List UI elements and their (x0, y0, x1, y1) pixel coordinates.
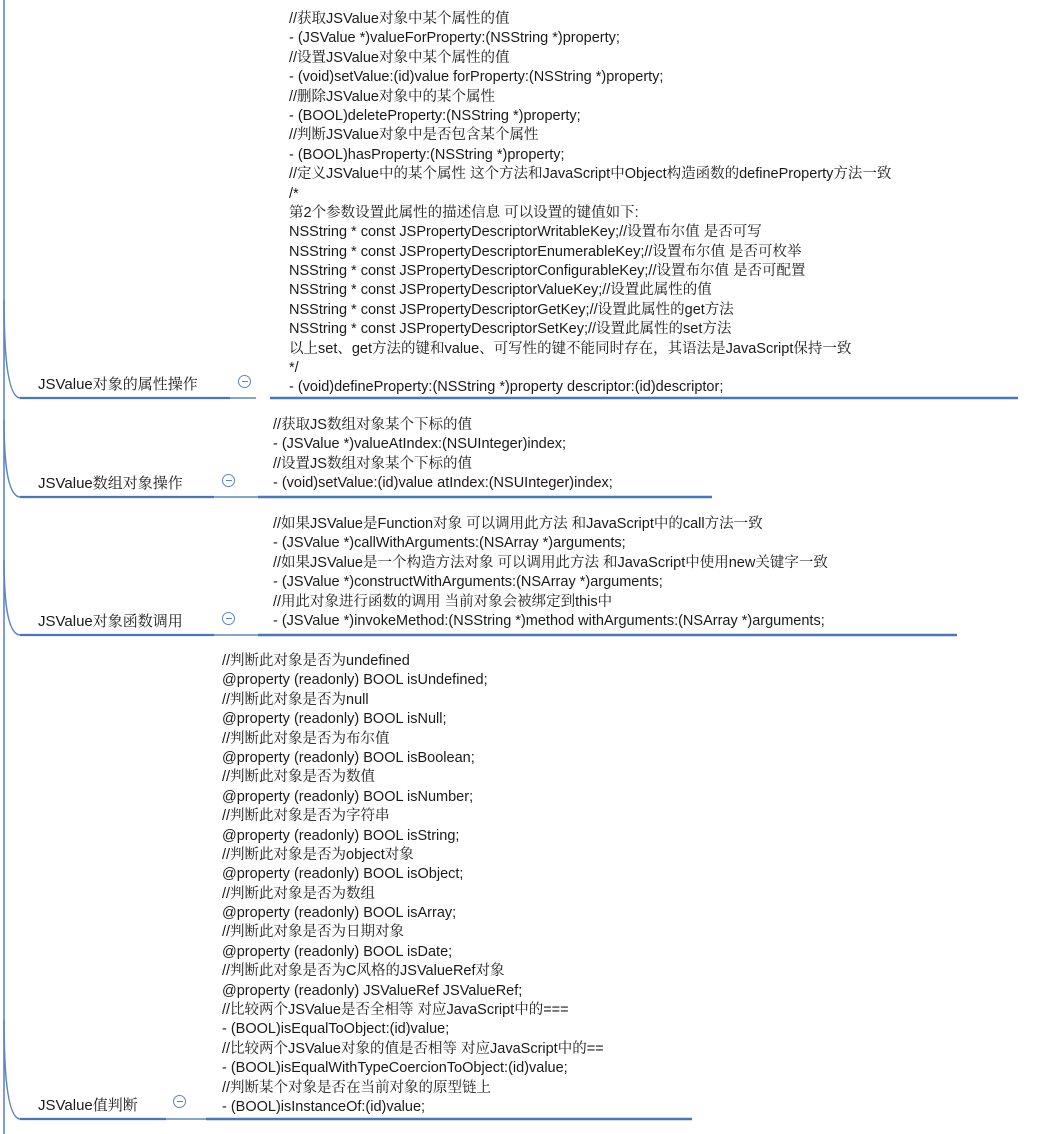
code-line: //判断此对象是否为数值 (222, 769, 376, 786)
code-line: @property (readonly) BOOL isArray; (222, 905, 457, 922)
code-line: //比较两个JSValue对象的值是否相等 对应JavaScript中的== (222, 1040, 604, 1057)
code-line: NSString * const JSPropertyDescriptorGetKey;//设置此属性的get方法 (289, 301, 734, 318)
code-line: //获取JS数组对象某个下标的值 (273, 417, 472, 433)
minus-circle-icon[interactable] (173, 1095, 186, 1108)
code-line: @property (readonly) BOOL isBoolean; (222, 749, 475, 766)
code-line: //判断此对象是否为日期对象 (222, 924, 405, 941)
code-line: @property (readonly) BOOL isUndefined; (222, 672, 488, 689)
branch-topic-property-ops[interactable]: JSValue对象的属性操作 (38, 376, 198, 393)
code-line: //如果JSValue是一个构造方法对象 可以调用此方法 和JavaScript中使用new关键字一致 (273, 554, 828, 571)
code-line: //用此对象进行函数的调用 当前对象会被绑定到this中 (273, 593, 613, 610)
code-line: //比较两个JSValue是否全相等 对应JavaScript中的=== (222, 1002, 569, 1019)
code-block-value-checks (222, 652, 604, 1117)
code-line: //判断此对象是否为布尔值 (222, 730, 390, 747)
code-line: - (BOOL)isEqualWithTypeCoercionToObject:(id)value; (222, 1060, 568, 1077)
code-line: //判断此对象是否为undefined (222, 653, 410, 669)
code-line: //判断此对象是否为null (222, 691, 369, 708)
code-line: */ (289, 360, 299, 377)
code-line: - (BOOL)isInstanceOf:(id)value; (222, 1098, 426, 1115)
code-block-array-ops (273, 416, 613, 494)
code-line: //判断此对象是否为object对象 (222, 846, 414, 863)
code-line: //删除JSValue对象中的某个属性 (289, 88, 495, 105)
code-line: 第2个参数设置此属性的描述信息 可以设置的键值如下: (289, 204, 639, 221)
branch-connector (4, 420, 20, 497)
code-line: - (JSValue *)callWithArguments:(NSArray *)arguments; (273, 535, 626, 552)
code-line: NSString * const JSPropertyDescriptorConfigurableKey;//设置布尔值 是否可配置 (289, 263, 806, 280)
code-line: @property (readonly) BOOL isDate; (222, 943, 453, 960)
minus-circle-icon[interactable] (238, 375, 251, 388)
code-line: //判断此对象是否为C风格的JSValueRef对象 (222, 963, 505, 980)
code-line: NSString * const JSPropertyDescriptorWritableKey;//设置布尔值 是否可写 (289, 224, 762, 241)
code-line: 以上set、get方法的键和value、可写性的键不能同时存在，其语法是JavaScript保持一致 (289, 340, 852, 357)
code-line: - (JSValue *)valueAtIndex:(NSUInteger)index; (273, 436, 567, 453)
code-line: //判断此对象是否为字符串 (222, 808, 390, 825)
code-line: //设置JSValue对象中某个属性的值 (289, 49, 510, 66)
code-line: @property (readonly) BOOL isObject; (222, 866, 464, 883)
code-line: - (JSValue *)constructWithArguments:(NSArray *)arguments; (273, 574, 663, 591)
code-line: - (BOOL)isEqualToObject:(id)value; (222, 1021, 450, 1038)
code-line: NSString * const JSPropertyDescriptorValueKey;//设置此属性的值 (289, 282, 712, 299)
code-line: //判断JSValue对象中是否包含某个属性 (289, 127, 539, 144)
code-block-function-call (273, 515, 828, 631)
minus-circle-icon[interactable] (222, 612, 235, 625)
code-line: - (void)setValue:(id)value atIndex:(NSUInteger)index; (273, 475, 613, 492)
code-line: //判断此对象是否为数组 (222, 885, 376, 902)
branch-topic-array-ops[interactable]: JSValue数组对象操作 (38, 475, 183, 492)
code-line: - (void)defineProperty:(NSString *)property descriptor:(id)descriptor; (289, 379, 724, 396)
code-line: /* (289, 185, 299, 202)
code-line: NSString * const JSPropertyDescriptorEnumerableKey;//设置布尔值 是否可枚举 (289, 243, 802, 260)
code-line: - (BOOL)deleteProperty:(NSString *)property; (289, 107, 581, 124)
branch-topic-function-call[interactable]: JSValue对象函数调用 (38, 613, 183, 630)
code-line: - (JSValue *)invokeMethod:(NSString *)method withArguments:(NSArray *)arguments; (273, 612, 825, 629)
code-line: @property (readonly) JSValueRef JSValueRef; (222, 982, 523, 999)
code-block-property-ops (289, 10, 891, 398)
code-line: //判断某个对象是否在当前对象的原型链上 (222, 1079, 492, 1096)
code-line: //如果JSValue是Function对象 可以调用此方法 和JavaScript中的call方法一致 (273, 516, 763, 532)
code-line: - (JSValue *)valueForProperty:(NSString *)property; (289, 30, 620, 47)
code-line: @property (readonly) BOOL isNull; (222, 711, 447, 728)
code-line: - (BOOL)hasProperty:(NSString *)property; (289, 146, 565, 163)
code-line: //获取JSValue对象中某个属性的值 (289, 11, 510, 27)
branch-connector (4, 1020, 20, 1119)
branch-connector (4, 300, 20, 398)
code-line: //设置JS数组对象某个下标的值 (273, 455, 472, 472)
code-line: - (void)setValue:(id)value forProperty:(NSString *)property; (289, 69, 664, 86)
code-line: //定义JSValue中的某个属性 这个方法和JavaScript中Object构造函数的defineProperty方法一致 (289, 166, 892, 183)
branch-topic-value-checks[interactable]: JSValue值判断 (38, 1097, 138, 1114)
minus-circle-icon[interactable] (222, 474, 235, 487)
code-line: @property (readonly) BOOL isString; (222, 827, 460, 844)
code-line: NSString * const JSPropertyDescriptorSetKey;//设置此属性的set方法 (289, 321, 732, 338)
branch-connector (4, 560, 20, 635)
code-line: @property (readonly) BOOL isNumber; (222, 788, 474, 805)
